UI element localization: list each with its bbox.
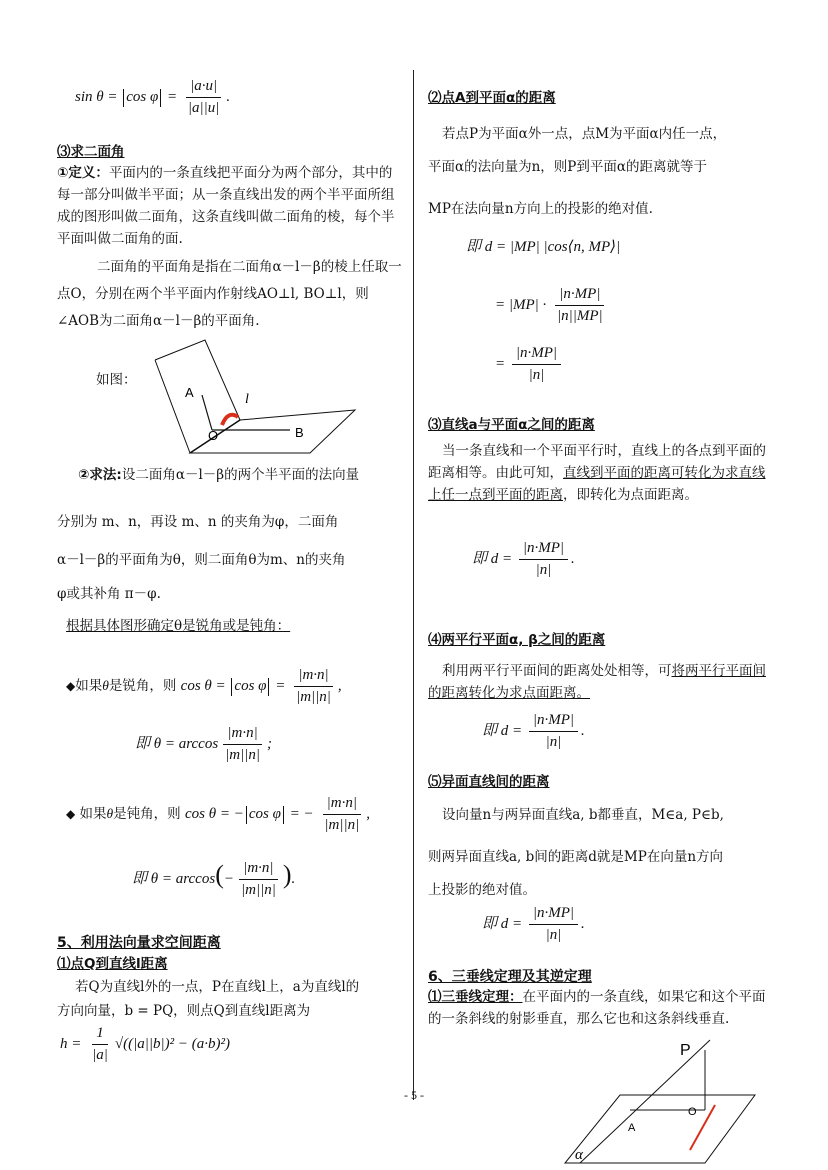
half-plane-alpha [155,340,240,453]
label-P: P [680,1042,691,1059]
plane-alpha [565,1095,755,1163]
dihedral-figure [150,335,365,465]
method-line-4: φ或其补角 π－φ. [57,586,161,602]
acute-case: ◆如果θ是锐角，则 cos θ = cos φ = $\frac{|m\cdot n|}{|m||n|}$ , [66,667,342,705]
label-O: O [208,428,219,443]
label-O: O [688,1106,697,1118]
obtuse-result: 即 θ = arccos(− $\frac{|m\cdot n|}{|m||n|}$ ). [132,860,296,899]
method-line-1: ②求法:设二面角α－l－β的两个半平面的法向量 [78,467,360,483]
line-plane-eq: 即 d = $\frac{|n\cdot MP|}{|n|}$ . [472,540,575,578]
acute-result: 即 θ = arccos $\frac{|m\cdot n|}{|m||n|}$ ; [135,725,273,763]
parallel-planes-paragraph: 利用两平行平面间的距离处处相等，可将两平行平面间的距离转化为求点面距离。 [428,663,766,701]
skew-lines-line-3: 上投影的绝对值。 [428,882,536,898]
point-plane-eq-3: = $\frac{|n\cdot MP|}{|n|}$ [495,345,564,384]
parallel-planes-eq: 即 d = $\frac{|n\cdot MP|}{|n|}$ . [482,712,585,750]
line-plane-paragraph: 当一条直线和一个平面平行时，直线上的各点到平面的距离相等。由此可知，直线到平面的距离可转化为求直线上任一点到平面的距离，即转化为点面距离。 [428,443,766,503]
section-heading-skew-lines: ⑸异面直线间的距离 [428,774,550,790]
section-heading-line-plane: ⑶直线a与平面α之间的距离 [428,417,595,433]
sec5-line-2: 方向向量，b = PQ，则点Q到直线l距离为 [57,1003,311,1019]
point-plane-eq-2: = |MP| · $\frac{|n\cdot MP|}{|n||MP|}$ [495,286,603,324]
method-line-2: 分别为 m、n，再设 m、n 的夹角为φ，二面角 [57,514,339,530]
skew-lines-line-2: 则两异面直线a, b间的距离d就是MP在向量n方向 [428,849,724,865]
column-divider [413,70,414,1100]
definition-paragraph: ①定义：平面内的一条直线把平面分为两个部分，其中的每一部分叫做半平面；从一条直线出发的两个半平面所组成的图形叫做二面角，这条直线叫做二面角的棱，每个半平面叫做二面角的面. [57,165,395,247]
skew-lines-eq: 即 d = $\frac{|n\cdot MP|}{|n|}$ . [482,905,585,943]
page-number: - 5 - [404,1088,424,1102]
section-5-title: 5、利用法向量求空间距离 [57,935,221,951]
point-plane-line-3: MP在法向量n方向上的投影的绝对值. [428,201,653,217]
figure-intro: 如图： [96,372,137,388]
plane-angle-paragraph: 二面角的平面角是指在二面角α－l－β的棱上任取一点O，分别在两个半平面内作射线AO⊥l, BO⊥l，则∠AOB为二面角α－l－β的平面角. [57,259,402,329]
obtuse-case: ◆ 如果θ是钝角，则 cos θ = − cos φ = − $\frac{|m\cdot n|}{|m||n|}$ , [66,795,370,833]
method-line-3: α－l－β的平面角为θ，则二面角θ为m、n的夹角 [57,552,346,568]
three-perpendicular-paragraph: ⑴三垂线定理：在平面内的一条直线，如果它和这个平面的一条斜线的射影垂直，那么它也和这条斜线垂直. [428,989,766,1027]
sec5-formula: h = $\frac{1}{|a|}$ √((|a||b|)² − (a·b)²) [60,1025,230,1063]
label-B: B [295,425,304,440]
point-plane-line-1: 若点P为平面α外一点，点M为平面α内任一点， [442,126,727,142]
section-heading-parallel-planes: ⑷两平行平面α, β之间的距离 [428,632,606,648]
label-A: A [628,1122,636,1134]
label-l: l [245,392,249,407]
section-5-sub1: ⑴点Q到直线l距离 [57,956,168,972]
point-plane-line-2: 平面α的法向量为n，则P到平面α的距离就等于 [428,159,708,175]
sec5-line-1: 若Q为直线l外的一点，P在直线l上，a为直线l的 [75,979,360,995]
label-A: A [185,385,194,400]
point-plane-eq-1: 即 d = |MP| |cos⟨n, MP⟩| [466,239,621,255]
sin-formula: sin θ = cos φ = $\frac{|a\cdot u|}{|a||u|}$ . [75,78,231,116]
section-heading-dihedral: ⑶求二面角 [57,144,125,160]
label-alpha: α [575,1147,583,1163]
skew-lines-line-1: 设向量n与两异面直线a, b都垂直，M∈a, P∈b, [442,807,724,823]
section-heading-point-plane: ⑵点A到平面α的距离 [428,90,556,106]
judge-text: 根据具体图形确定θ是锐角或是钝角： [66,618,291,634]
ray-AO [202,395,212,430]
section-6-title: 6、三垂线定理及其逆定理 [428,969,592,985]
